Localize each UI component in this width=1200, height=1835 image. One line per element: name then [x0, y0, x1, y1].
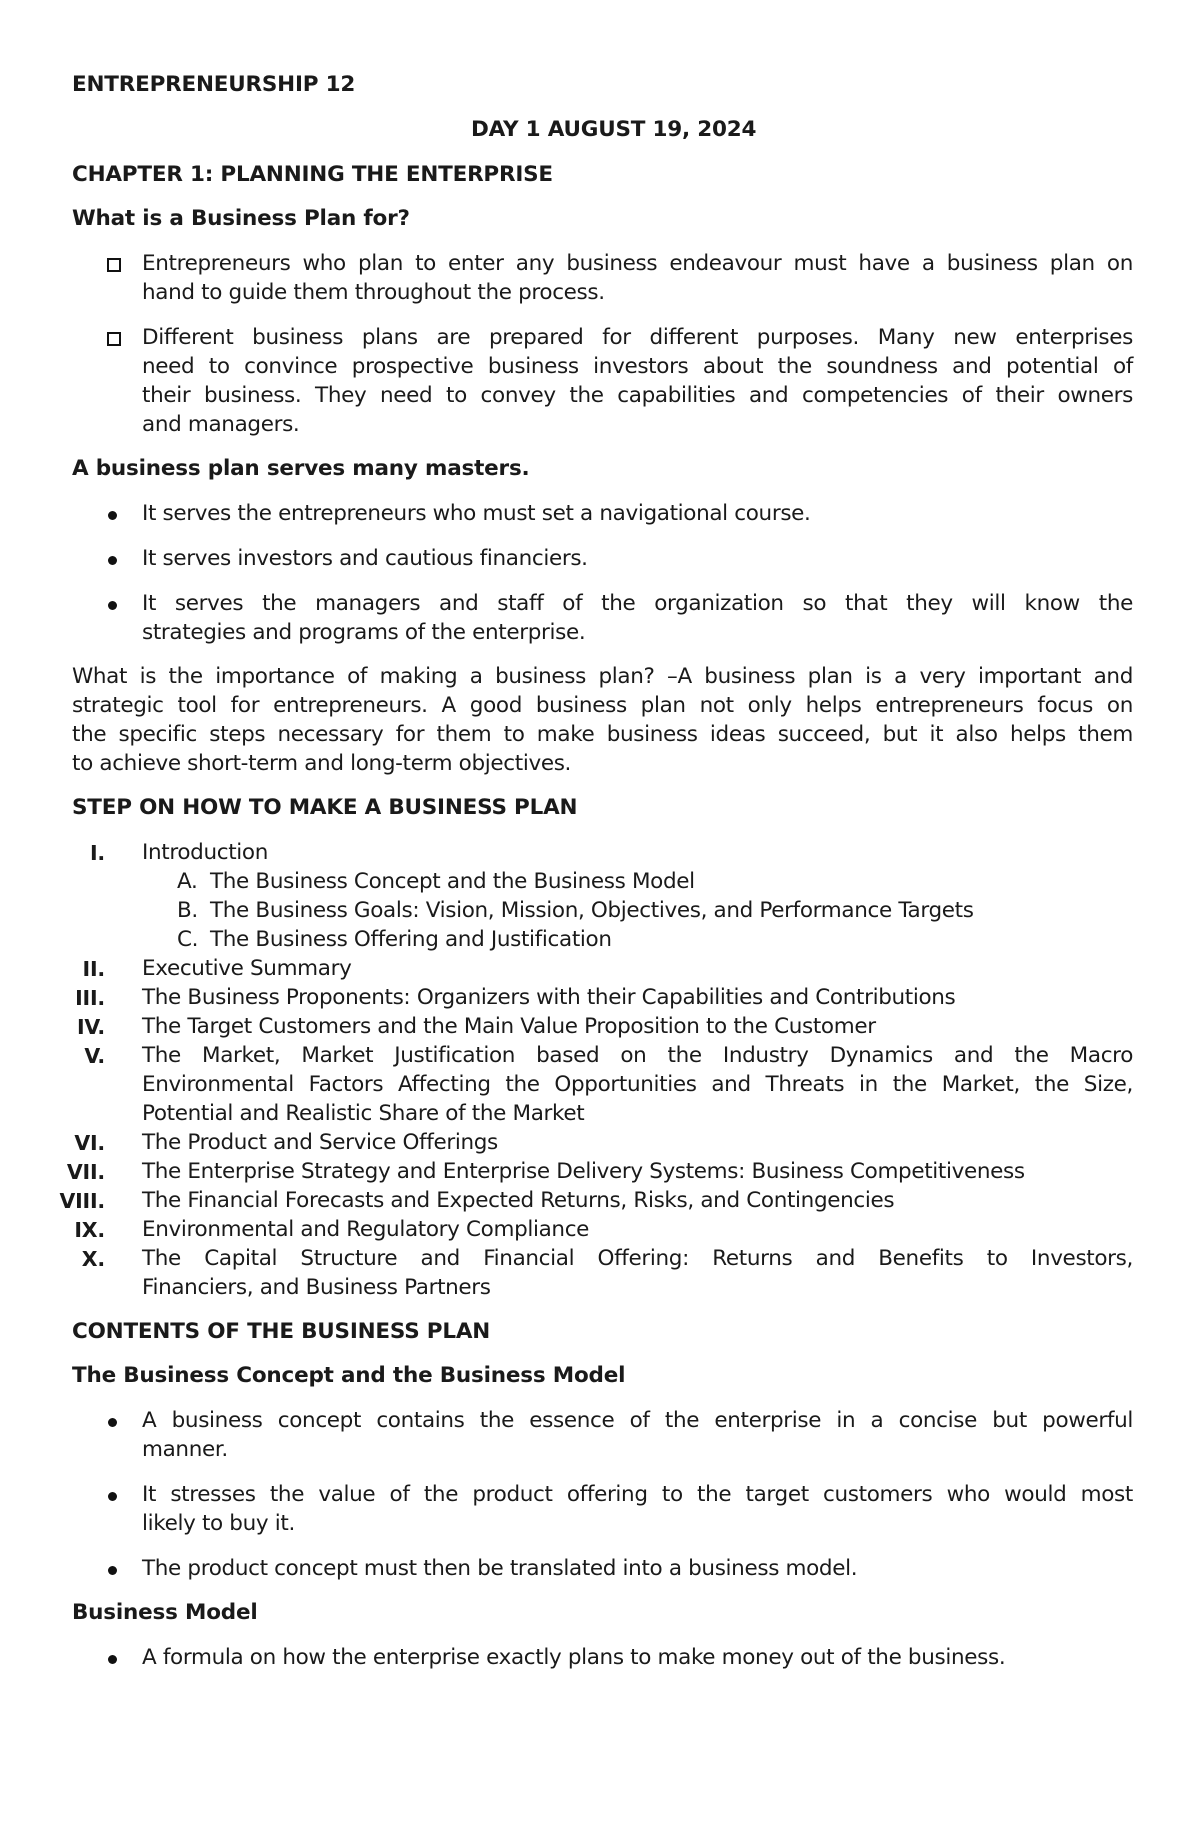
concept-item-2-line-1: It stresses the value of the product offering to the target customers who would most	[142, 1482, 1133, 1507]
importance-line-4: to achieve short-term and long-term objectives.	[72, 751, 572, 776]
masters-heading: A business plan serves many masters.	[72, 456, 530, 481]
concept-item-1-line-1: A business concept contains the essence of the enterprise in a concise but powerful	[142, 1408, 1133, 1433]
step-item-1: Introduction	[142, 840, 268, 865]
step-item-10-line-2: Financiers, and Business Partners	[142, 1275, 491, 1300]
bullet-icon	[108, 1492, 117, 1501]
step-item-8: The Financial Forecasts and Expected Returns, Risks, and Contingencies	[142, 1188, 895, 1213]
masters-item-3-line-2: strategies and programs of the enterprise.	[142, 620, 586, 645]
steps-heading: STEP ON HOW TO MAKE A BUSINESS PLAN	[72, 795, 578, 820]
step-number: X.	[81, 1247, 105, 1271]
bullet-icon	[108, 556, 117, 565]
importance-line-1: What is the importance of making a business plan? –A business plan is a very important and	[72, 664, 1133, 689]
step-item-9: Environmental and Regulatory Compliance	[142, 1217, 590, 1242]
bullet-icon	[108, 1655, 117, 1664]
bullet-icon	[108, 1418, 117, 1427]
step-number: I.	[89, 841, 105, 865]
masters-item-3-line-1: It serves the managers and staff of the organization so that they will know the	[142, 591, 1133, 616]
step-item-3: The Business Proponents: Organizers with their Capabilities and Contributions	[142, 985, 956, 1010]
step-item-2: Executive Summary	[142, 956, 352, 981]
step-number: VI.	[74, 1131, 105, 1155]
importance-line-2: strategic tool for entrepreneurs. A good business plan not only helps entrepreneurs focus on	[72, 693, 1133, 718]
sub-letter: C.	[177, 927, 199, 952]
step-number: V.	[84, 1044, 105, 1068]
concept-item-3: The product concept must then be translated into a business model.	[142, 1556, 858, 1581]
step-number: IX.	[74, 1218, 105, 1242]
masters-item-2: It serves investors and cautious financiers.	[142, 546, 588, 571]
purpose-item-2-line-1: Different business plans are prepared for different purposes. Many new enterprises	[142, 325, 1133, 350]
step-item-5-line-1: The Market, Market Justification based on the Industry Dynamics and the Macro	[142, 1043, 1133, 1068]
subject-title: ENTREPRENEURSHIP 12	[72, 72, 356, 97]
purpose-item-2-line-2: need to convince prospective business investors about the soundness and potential of	[142, 354, 1133, 379]
step-number: VIII.	[59, 1189, 105, 1213]
step-item-5-line-3: Potential and Realistic Share of the Market	[142, 1101, 585, 1126]
concept-heading: The Business Concept and the Business Model	[72, 1363, 626, 1388]
step-number: III.	[75, 986, 105, 1010]
masters-item-1: It serves the entrepreneurs who must set a navigational course.	[142, 501, 811, 526]
step-item-5-line-2: Environmental Factors Affecting the Opportunities and Threats in the Market, the Size,	[142, 1072, 1133, 1097]
purpose-item-1-line-2: hand to guide them throughout the process.	[142, 280, 605, 305]
step-item-4: The Target Customers and the Main Value Proposition to the Customer	[142, 1014, 876, 1039]
step-number: IV.	[76, 1015, 105, 1039]
purpose-item-2-line-3: their business. They need to convey the capabilities and competencies of their owners	[142, 383, 1133, 408]
bullet-icon	[108, 601, 117, 610]
checkbox-bullet-icon	[107, 332, 121, 346]
sub-item-a: The Business Concept and the Business Model	[210, 869, 695, 894]
sub-letter: A.	[177, 869, 198, 894]
model-item-1: A formula on how the enterprise exactly plans to make money out of the business.	[142, 1645, 1006, 1670]
date-line: DAY 1 AUGUST 19, 2024	[471, 117, 757, 142]
purpose-item-1-line-1: Entrepreneurs who plan to enter any business endeavour must have a business plan on	[142, 251, 1133, 276]
purpose-heading: What is a Business Plan for?	[72, 206, 410, 231]
bullet-icon	[108, 511, 117, 520]
step-item-7: The Enterprise Strategy and Enterprise Delivery Systems: Business Competitiveness	[142, 1159, 1025, 1184]
chapter-title: CHAPTER 1: PLANNING THE ENTERPRISE	[72, 162, 553, 187]
concept-item-2-line-2: likely to buy it.	[142, 1511, 295, 1536]
step-item-10-line-1: The Capital Structure and Financial Offering: Returns and Benefits to Investors,	[142, 1246, 1133, 1271]
sub-item-c: The Business Offering and Justification	[210, 927, 612, 952]
step-number: II.	[82, 957, 105, 981]
sub-letter: B.	[177, 898, 198, 923]
model-heading: Business Model	[72, 1600, 258, 1625]
checkbox-bullet-icon	[107, 258, 121, 272]
concept-item-1-line-2: manner.	[142, 1437, 228, 1462]
contents-heading: CONTENTS OF THE BUSINESS PLAN	[72, 1319, 491, 1344]
bullet-icon	[108, 1566, 117, 1575]
importance-line-3: the specific steps necessary for them to make business ideas succeed, but it also helps them	[72, 722, 1133, 747]
purpose-item-2-line-4: and managers.	[142, 412, 300, 437]
sub-item-b: The Business Goals: Vision, Mission, Objectives, and Performance Targets	[210, 898, 974, 923]
step-number: VII.	[66, 1160, 105, 1184]
step-item-6: The Product and Service Offerings	[142, 1130, 498, 1155]
